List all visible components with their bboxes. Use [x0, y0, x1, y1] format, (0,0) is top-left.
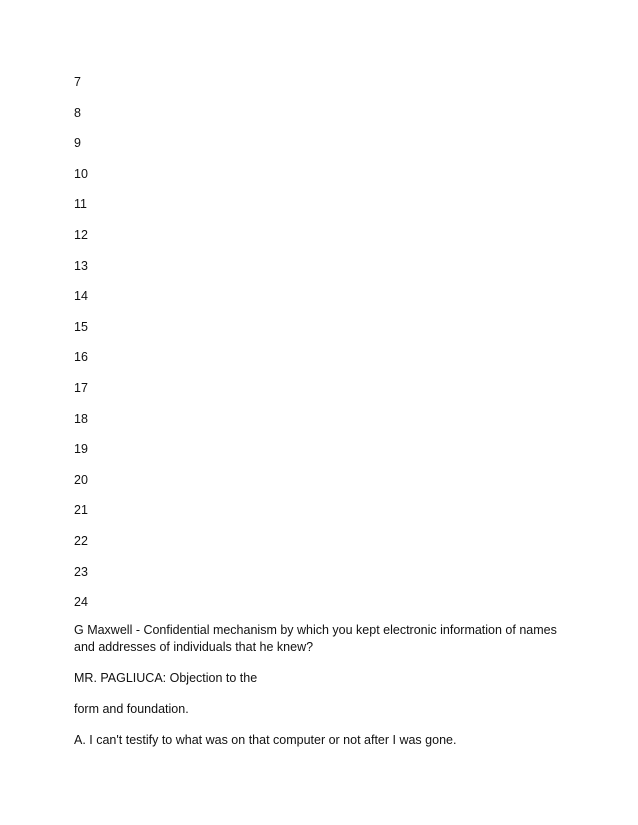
- transcript-body: [74, 622, 564, 763]
- objection-paragraph: MR. PAGLIUCA: Objection to the: [74, 671, 258, 685]
- line-number: 9: [74, 136, 81, 151]
- line-number: 8: [74, 105, 81, 120]
- line-number: 16: [74, 350, 88, 365]
- line-number: 22: [74, 533, 88, 548]
- line-number: 11: [74, 197, 87, 212]
- line-number: 19: [74, 442, 88, 457]
- line-number: 17: [74, 380, 88, 395]
- answer-paragraph: A. I can't testify to what was on that computer or not after I was gone.: [74, 733, 457, 747]
- line-number: 14: [74, 289, 88, 304]
- line-number: 15: [74, 319, 88, 334]
- line-number: 20: [74, 472, 88, 487]
- line-number: 23: [74, 564, 88, 579]
- objection-continuation-paragraph: form and foundation.: [74, 702, 189, 716]
- line-number: 24: [74, 595, 88, 610]
- line-number: 21: [74, 503, 88, 518]
- line-number: 13: [74, 258, 88, 273]
- line-number: 10: [74, 166, 88, 181]
- line-number: 12: [74, 227, 88, 242]
- line-number: 18: [74, 411, 88, 426]
- line-number-column: [74, 72, 88, 623]
- line-number: 7: [74, 75, 81, 89]
- question-paragraph: G Maxwell - Confidential mechanism by which you kept electronic information of names and addresses of individuals that he knew?: [74, 623, 557, 654]
